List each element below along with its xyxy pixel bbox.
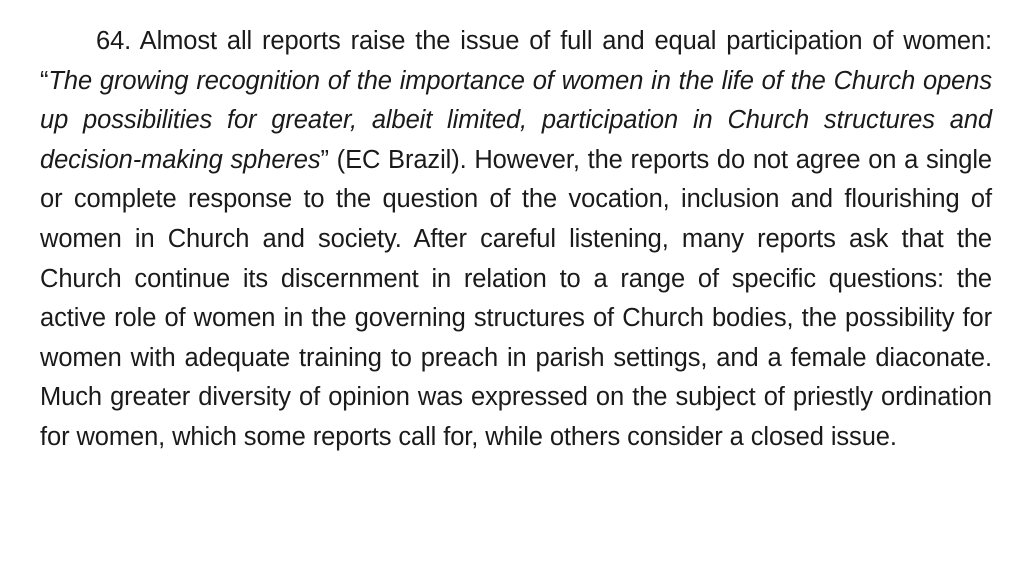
document-page — [40, 22, 992, 458]
paragraph-text-before-quote: Almost all reports raise the issue of full and equal participation of women: “ — [40, 27, 992, 95]
paragraph-64 — [40, 22, 992, 458]
paragraph-text-after-quote: ” (EC Brazil). However, the reports do not agree on a single or complete response to the question of the vocation, inclusion and flourishing of women in Church and society. After careful listening, many reports ask that the Church continue its discernment in relation to a range of specific questions: the active role of women in the governing structures of Church bodies, the possibility for women with adequate training to preach in parish settings, and a female diaconate. Much greater diversity of opinion was expressed on the subject of priestly ordination for women, which some reports call for, while others consider a closed issue. — [40, 145, 992, 451]
italic-quotation: The growing recognition of the importance of women in the life of the Church opens up possibilities for greater, albeit limited, participation in Church structures and decision-making spheres — [40, 66, 992, 174]
paragraph-number: 64. — [96, 27, 132, 55]
